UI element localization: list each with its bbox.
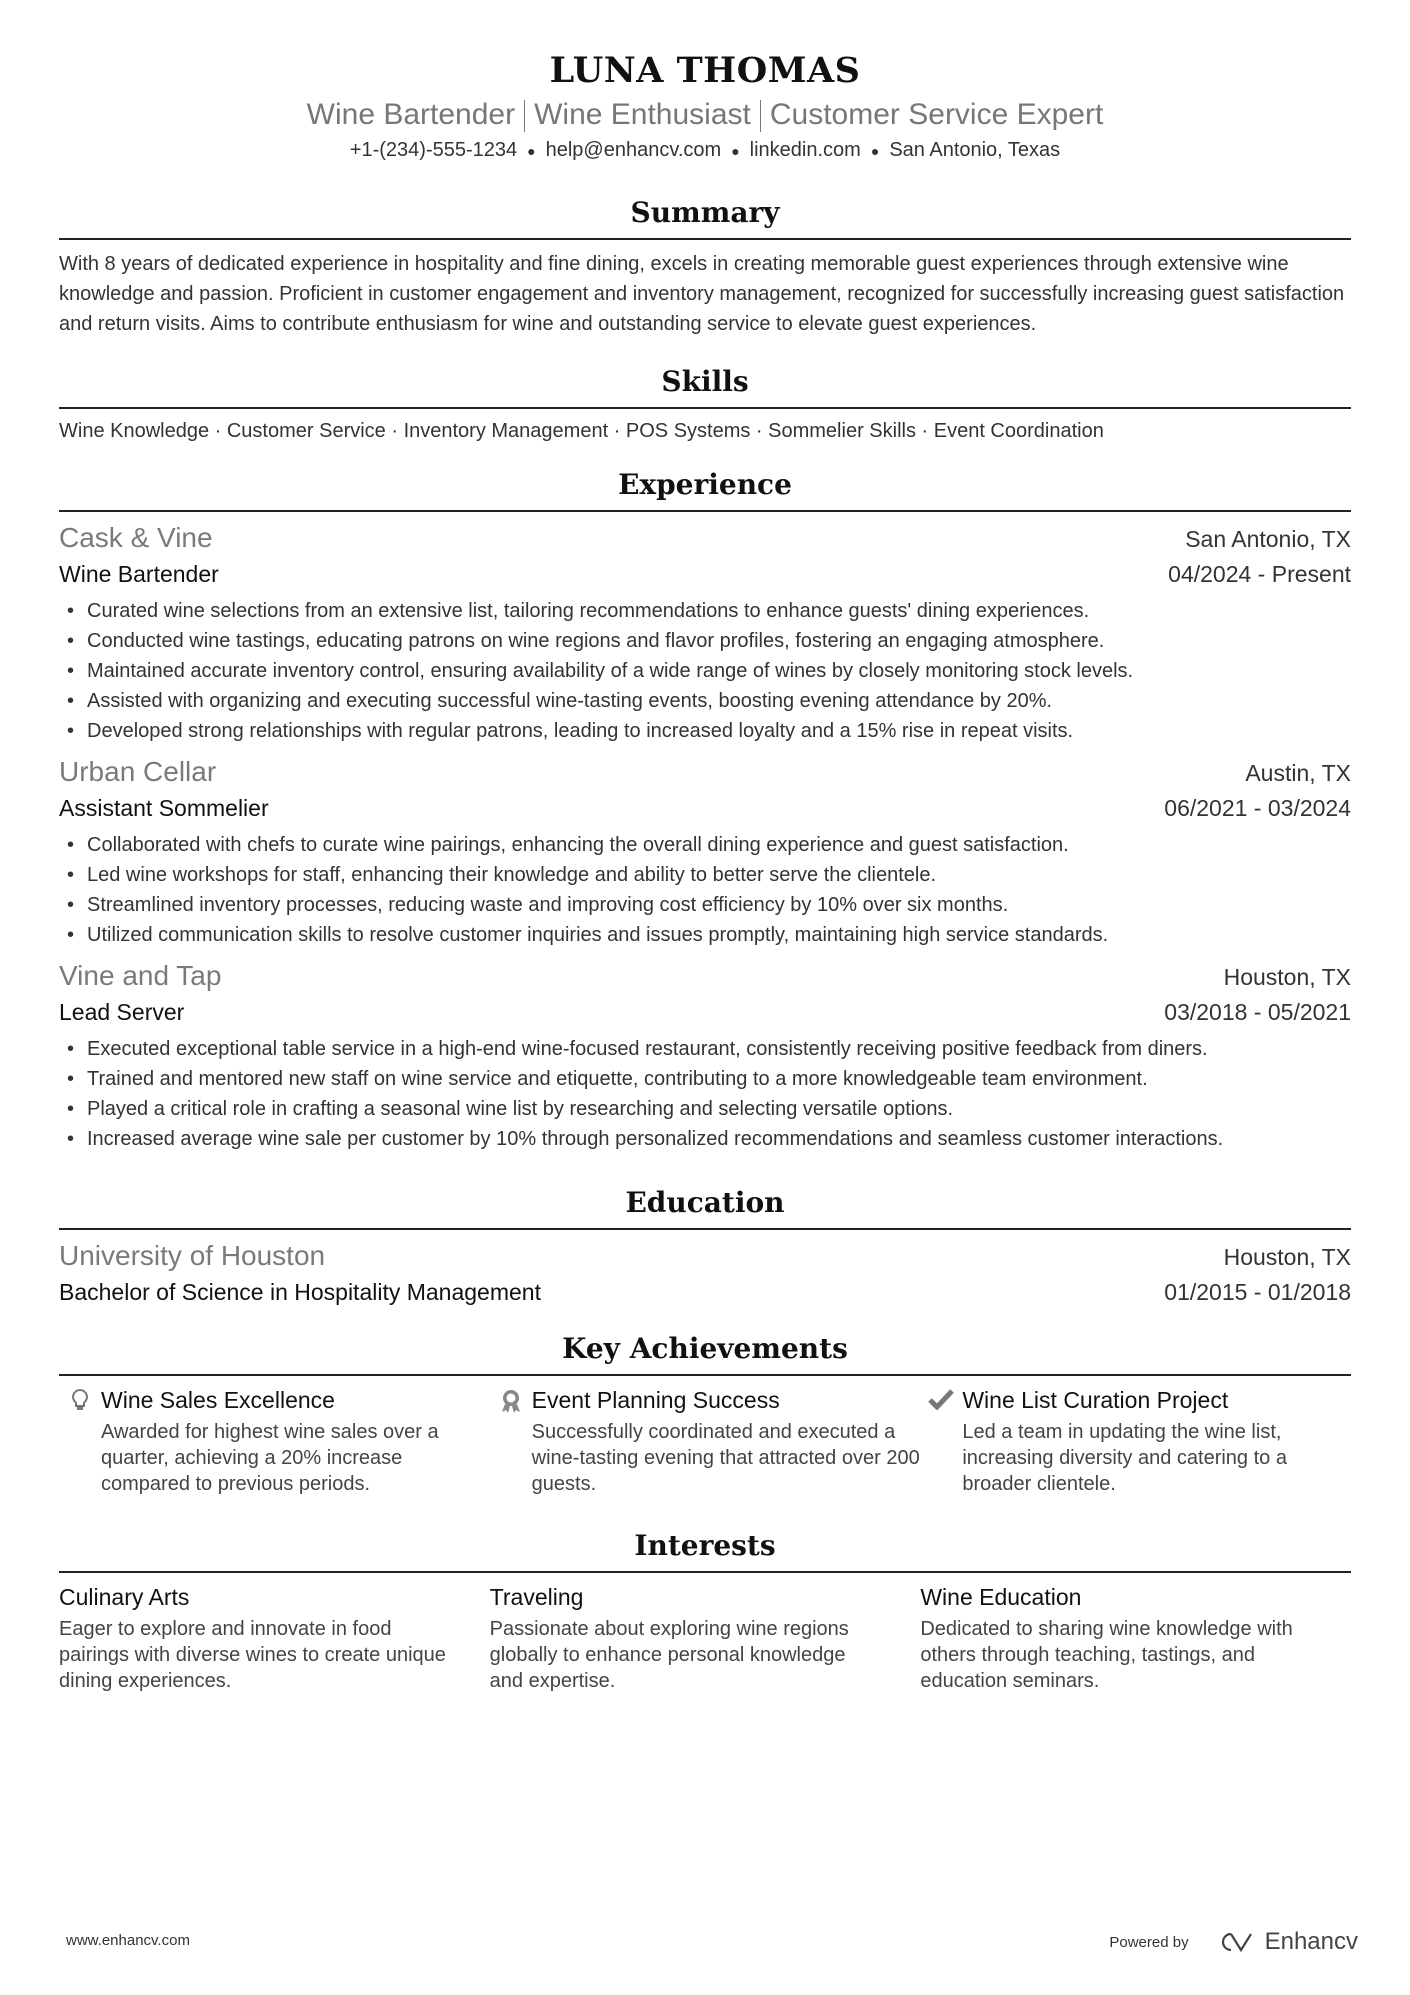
enhancv-logo-icon (1215, 1929, 1259, 1955)
interest-title: Culinary Arts (59, 1583, 190, 1610)
section-heading-summary: Summary (59, 194, 1351, 240)
divider (760, 100, 761, 132)
school-name: University of Houston (59, 1239, 326, 1271)
job-dates: 03/2018 - 05/2021 (1164, 998, 1351, 1025)
achievements-list (59, 1384, 1351, 1497)
job-role: Lead Server (59, 998, 185, 1025)
job-bullet: • Curated wine selections from an extensive list, tailoring recommendations to enhance guests' dining experiences. (59, 596, 1351, 626)
job-location: Houston, TX (1223, 963, 1351, 990)
interest-desc: Dedicated to sharing wine knowledge with others through teaching, tastings, and education seminars. (920, 1617, 1293, 1692)
company-name: Urban Cellar (59, 755, 217, 787)
section-heading-experience: Experience (59, 466, 1351, 512)
job-entry (59, 520, 1351, 746)
job-bullets (59, 830, 1351, 950)
linkedin-link[interactable]: linkedin.com (749, 139, 861, 161)
achievement-desc: Awarded for highest wine sales over a quarter, achieving a 20% increase compared to previous periods. (101, 1420, 439, 1495)
job-bullet: • Collaborated with chefs to curate wine pairings, enhancing the overall dining experience and guest satisfaction. (59, 830, 1351, 860)
headline (59, 97, 1351, 133)
powered-by-label: Powered by (1109, 1933, 1189, 1951)
headline-item: Wine Enthusiast (534, 98, 751, 131)
summary-text: With 8 years of dedicated experience in hospitality and fine dining, excels in creating memorable guest experiences through extensive wine knowledge and passion. Proficient in customer engagement and inventory management, recognized for successfully increasing guest satisfaction and return visits. Aims to contribute enthusiasm for wine and outstanding service to elevate guest experiences. (59, 252, 1345, 335)
job-bullets (59, 596, 1351, 746)
enhancv-brand: Enhancv (1264, 1928, 1358, 1955)
achievement-item (490, 1384, 921, 1497)
job-location: San Antonio, TX (1185, 525, 1351, 552)
headline-item: Customer Service Expert (769, 98, 1104, 131)
interest-item (920, 1581, 1351, 1694)
achievement-title: Wine Sales Excellence (101, 1386, 335, 1413)
job-bullet: • Increased average wine sale per customer by 10% through personalized recommendations and seamless customer interactions. (59, 1124, 1351, 1154)
job-role: Assistant Sommelier (59, 794, 269, 821)
section-heading-skills: Skills (59, 363, 1351, 409)
company-name: Cask & Vine (59, 521, 213, 553)
company-name: Vine and Tap (59, 959, 222, 991)
email-link[interactable]: help@enhancv.com (545, 139, 722, 161)
job-entry (59, 958, 1351, 1154)
achievement-item (59, 1384, 490, 1497)
achievement-title: Event Planning Success (531, 1386, 780, 1413)
achievement-title: Wine List Curation Project (962, 1386, 1229, 1413)
degree: Bachelor of Science in Hospitality Management (59, 1278, 541, 1305)
footer-website[interactable]: www.enhancv.com (66, 1932, 190, 1949)
divider (524, 100, 525, 132)
job-bullet: • Assisted with organizing and executing successful wine-tasting events, boosting evening attendance by 20%. (59, 686, 1351, 716)
interest-desc: Eager to explore and innovate in food pairings with diverse wines to create unique dining experiences. (59, 1617, 446, 1692)
phone: +1-(234)-555-1234 (349, 139, 518, 161)
headline-item: Wine Bartender (306, 98, 516, 131)
job-bullet: • Developed strong relationships with regular patrons, leading to increased loyalty and a 15% rise in repeat visits. (59, 716, 1351, 746)
education-entry (59, 1238, 1351, 1310)
interest-desc: Passionate about exploring wine regions globally to enhance personal knowledge and expertise. (489, 1617, 849, 1692)
checkmark-icon (920, 1384, 962, 1497)
achievement-desc: Led a team in updating the wine list, increasing diversity and catering to a broader clientele. (962, 1420, 1287, 1495)
section-heading-interests: Interests (59, 1527, 1351, 1573)
school-location: Houston, TX (1223, 1243, 1351, 1270)
job-dates: 06/2021 - 03/2024 (1164, 794, 1351, 821)
achievement-desc: Successfully coordinated and executed a wine-tasting evening that attracted over 200 guests. (531, 1420, 920, 1495)
job-location: Austin, TX (1245, 759, 1351, 786)
skills-list: Wine Knowledge · Customer Service · Inventory Management · POS Systems · Sommelier Skills · Event Coordination (59, 419, 1104, 442)
job-bullet: • Streamlined inventory processes, reducing waste and improving cost efficiency by 10% over six months. (59, 890, 1351, 920)
achievement-item (920, 1384, 1351, 1497)
job-dates: 04/2024 - Present (1168, 560, 1351, 587)
education-dates: 01/2015 - 01/2018 (1164, 1278, 1351, 1305)
section-heading-education: Education (59, 1184, 1351, 1230)
job-bullet: • Conducted wine tastings, educating patrons on wine regions and flavor profiles, fostering an engaging atmosphere. (59, 626, 1351, 656)
job-bullet: • Played a critical role in crafting a seasonal wine list by researching and selecting versatile options. (59, 1094, 1351, 1124)
job-entry (59, 754, 1351, 950)
interest-title: Wine Education (920, 1583, 1082, 1610)
job-role: Wine Bartender (59, 560, 219, 587)
job-bullet: • Led wine workshops for staff, enhancing their knowledge and ability to better serve the clientele. (59, 860, 1351, 890)
lightbulb-icon (59, 1384, 101, 1497)
interest-item (490, 1581, 921, 1694)
interests-list (59, 1581, 1351, 1694)
contact-info: +1-(234)-555-1234 ● help@enhancv.com ● linkedin.com ● San Antonio, Texas (349, 139, 1061, 161)
job-bullet: • Maintained accurate inventory control, ensuring availability of a wide range of wines by closely monitoring stock levels. (59, 656, 1351, 686)
interest-item (59, 1581, 490, 1694)
job-bullet: • Trained and mentored new staff on wine service and etiquette, contributing to a more knowledgeable team environment. (59, 1064, 1351, 1094)
job-bullet: • Executed exceptional table service in a high-end wine-focused restaurant, consistently receiving positive feedback from diners. (59, 1034, 1351, 1064)
section-heading-achievements: Key Achievements (59, 1330, 1351, 1376)
powered-by (1109, 1928, 1358, 1956)
job-bullet: • Utilized communication skills to resolve customer inquiries and issues promptly, maintaining high service standards. (59, 920, 1351, 950)
candidate-name: LUNA THOMAS (549, 50, 861, 91)
award-medal-icon (490, 1384, 532, 1497)
location: San Antonio, Texas (889, 139, 1061, 161)
interest-title: Traveling (489, 1583, 584, 1610)
job-bullets (59, 1034, 1351, 1154)
